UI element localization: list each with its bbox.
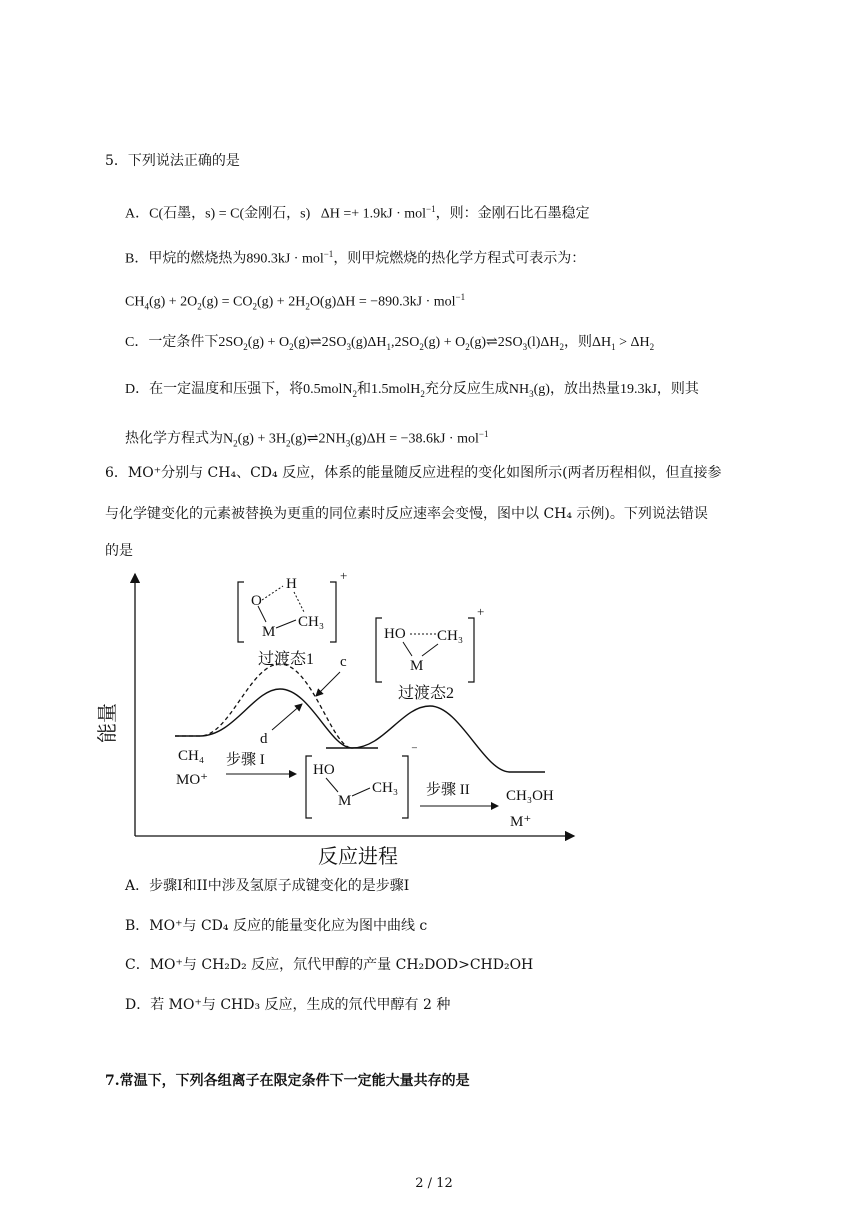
curve-d-label: d	[260, 731, 268, 747]
q5-option-b: B．甲烷的燃烧热为890.3kJ · mol$^{-1}$，则甲烷燃烧的热化学方程式可表示为：	[125, 249, 586, 267]
ts1-bracket-right	[330, 582, 336, 642]
ts2-bond-mc	[422, 644, 438, 656]
ts2-ho: HO	[384, 626, 406, 642]
q6-stem-line2: 与化学键变化的元素被替换为更重的同位素时反应速率会变慢，图中以 CH₄ 示例)。下列说法错误	[105, 506, 708, 522]
int-bond-mc	[352, 788, 370, 796]
ts1-charge: +	[340, 568, 348, 583]
ts2-bond-om	[403, 642, 412, 656]
int-bracket-left	[306, 756, 312, 818]
ts1-atom-m: M	[262, 624, 276, 640]
int-charge: ⁻	[411, 742, 418, 757]
int-atom-m: M	[338, 793, 352, 809]
ts2-label: 过渡态2	[397, 685, 455, 702]
product-ch3oh: CH₃OH	[506, 788, 554, 804]
q5-option-c: C．一定条件下$2SO_2(g)$ + $O_2(g)\rightleftharpoons 2SO_3(g)\Delta H_1,2SO_2(g)$ + $O_2(g)\rightleftharpoons 2SO_3(l)\Delta H_2$，则$\Delta H_1 > \Delta H_2$	[125, 335, 655, 352]
reactant-mo: MO⁺	[176, 772, 209, 788]
product-m: M⁺	[510, 814, 532, 830]
q5-option-d: D．在一定温度和压强下，将0.5molN$_2$和1.5molH$_2$充分反应生成$NH_3(g)$，放出热量19.3kJ，则其	[125, 382, 699, 399]
ts1-bracket-left	[238, 582, 244, 642]
ts1-atom-h: H	[286, 576, 297, 592]
ts2-bracket-left	[376, 618, 382, 682]
page-number: 2 / 12	[415, 1176, 453, 1191]
step1-label: 步骤 I	[226, 752, 265, 768]
q6-option-c: C．MO⁺与 CH₂D₂ 反应，氘代甲醇的产量 CH₂DOD>CHD₂OH	[125, 957, 534, 973]
q5-option-b-equation: $CH_4(g) + 2O_2(g) = CO_2(g) + 2H_2O(g)\Delta H = -890.3kJ \cdot mol^{-1}$	[125, 292, 466, 312]
q5-option-a: A．C(石墨，s) = C(金刚石，s) ΔH =+ 1.9kJ · mol$^{-1}$，则：金刚石比石墨稳定	[125, 204, 590, 222]
q7-stem: 7.常温下，下列各组离子在限定条件下一定能大量共存的是	[105, 1073, 470, 1089]
ts1-atom-o: O	[251, 593, 262, 609]
int-bond-om	[326, 778, 338, 792]
ts1-ch3: CH₃	[298, 614, 325, 630]
ts2-ch3: CH₃	[437, 628, 464, 644]
curve-c-arrow	[316, 672, 340, 696]
ts2-charge: +	[477, 604, 485, 619]
ts1-bond-hc	[294, 592, 304, 612]
ts1-label: 过渡态1	[257, 651, 315, 668]
q6-option-b: B．MO⁺与 CD₄ 反应的能量变化应为图中曲线 c	[125, 918, 428, 934]
ts1-bond-mc	[276, 620, 296, 628]
ts1-bond-oh	[262, 586, 283, 600]
q6-option-d: D．若 MO⁺与 CHD₃ 反应，生成的氘代甲醇有 2 种	[125, 997, 451, 1013]
reactant-ch4: CH₄	[178, 748, 205, 764]
step2-label: 步骤 II	[426, 782, 470, 798]
curve-c-label: c	[340, 654, 347, 670]
q5-option-d-equation: 热化学方程式为$N_2(g)$ + $3H_2(g)\rightleftharpoons 2NH_3(g)\Delta H = -38.6kJ \cdot mol^{-1}$	[125, 429, 489, 449]
q5-stem: 5．下列说法正确的是	[105, 153, 240, 169]
q6-stem-line1: 6．MO⁺分别与 CH₄、CD₄ 反应，体系的能量随反应进程的变化如图所示(两者历程相似，但直接参	[105, 465, 722, 481]
y-axis-label: 能量	[97, 703, 119, 743]
x-axis-label: 反应进程	[318, 846, 398, 868]
int-ho: HO	[313, 762, 335, 778]
energy-profile-diagram	[97, 560, 590, 875]
ts2-bracket-right	[468, 618, 474, 682]
q6-option-a: A．步骤I和II中涉及氢原子成键变化的是步骤I	[125, 878, 410, 894]
curve-d-arrow	[272, 704, 302, 730]
ts1-bond-om	[258, 606, 266, 622]
int-ch3: CH₃	[372, 780, 399, 796]
ts2-atom-m: M	[410, 658, 424, 674]
int-bracket-right	[402, 756, 408, 818]
q6-stem-line3: 的是	[105, 543, 133, 559]
